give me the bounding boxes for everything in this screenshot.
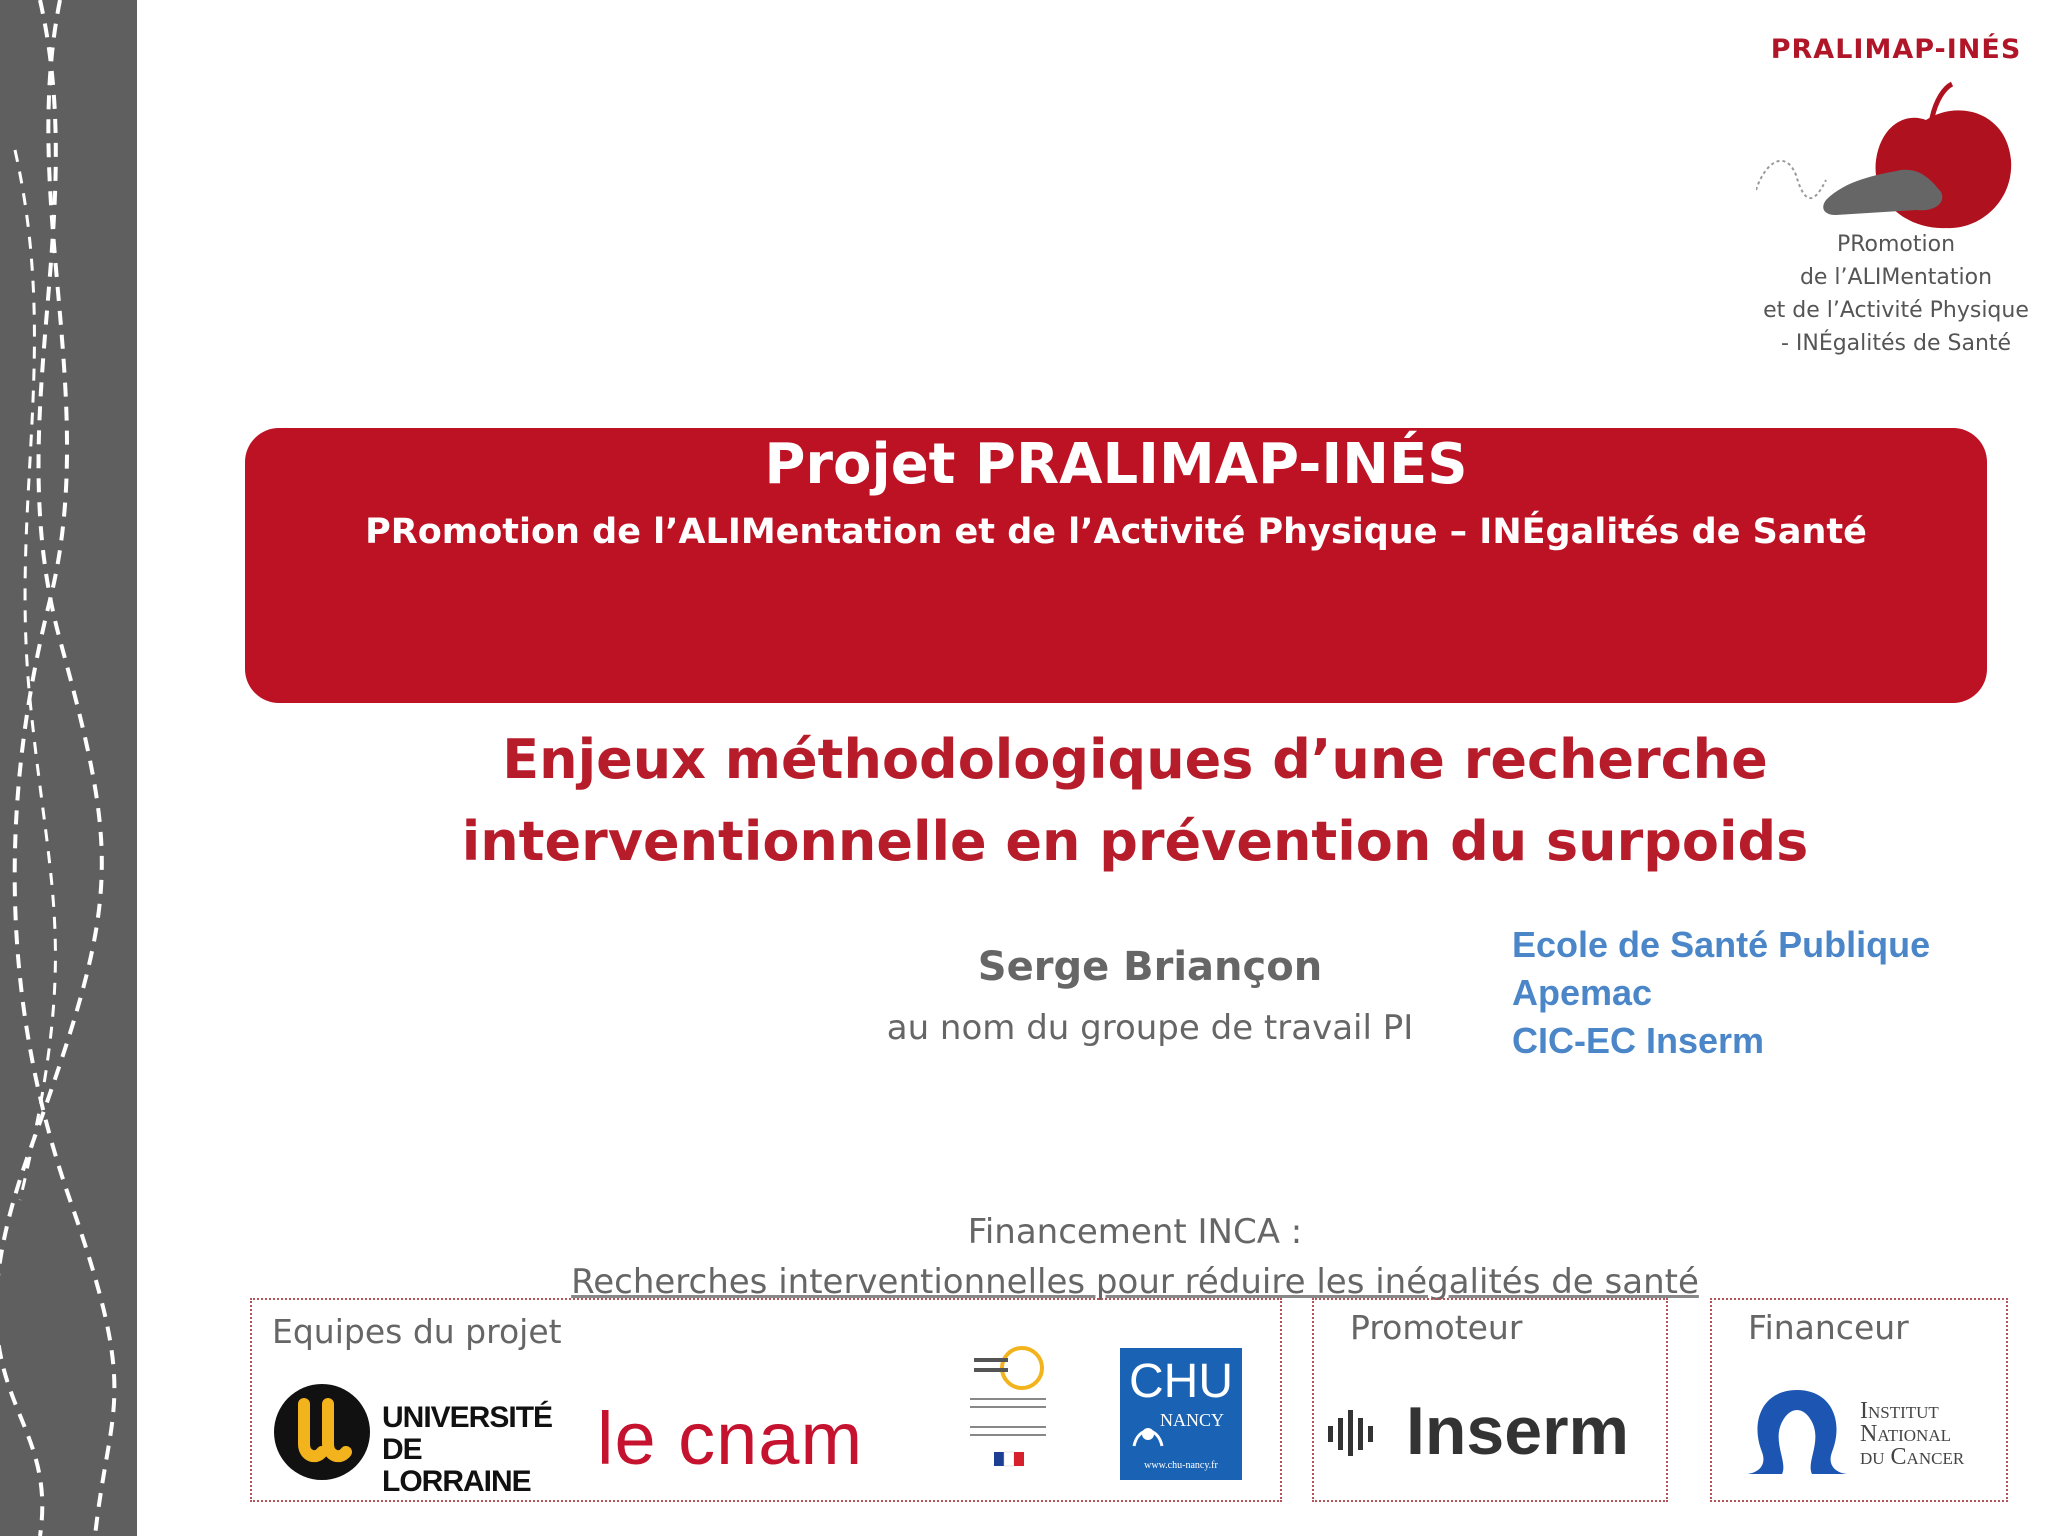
author-name: Serge Briançon [977, 944, 1323, 990]
logo-line: - INÉgalités de Santé [1780, 331, 2012, 356]
affiliation-apemac: Apemac [1512, 972, 1653, 1013]
logo-tagline [1756, 228, 2036, 360]
ul-line-2: DE LORRAINE [382, 1433, 531, 1498]
project-title: Projet PRALIMAP-INÉS [764, 432, 1468, 497]
promoter-label: Promoteur [1350, 1308, 1523, 1347]
affiliation-cic: CIC-EC Inserm [1512, 1020, 1765, 1061]
ul-emblem-icon [272, 1382, 372, 1482]
academie-emblem-icon [960, 1336, 1060, 1476]
inca-line-2: National [1860, 1421, 1951, 1447]
funder-label: Financeur [1748, 1308, 1909, 1347]
affiliation-school: Ecole de Santé Publique [1512, 924, 1931, 965]
cnam-logo: le cnam [597, 1397, 864, 1480]
inserm-mark-icon [1326, 1408, 1382, 1458]
logo-line: et de l’Activité Physique [1763, 298, 2029, 323]
logo-title: PRALIMAP-INÉS [1770, 34, 2022, 65]
author-group: au nom du groupe de travail PI [886, 1008, 1414, 1048]
project-logo [1756, 18, 2036, 358]
funding-label: Financement INCA : [967, 1212, 1303, 1252]
decorative-sidebar [0, 0, 137, 1536]
thistle-icon [1128, 1416, 1168, 1456]
inca-emblem-icon [1742, 1382, 1852, 1482]
logo-line: de l’ALIMentation [1799, 265, 1993, 290]
teams-box [250, 1298, 1282, 1502]
promoter-box [1312, 1298, 1668, 1502]
teams-label: Equipes du projet [272, 1312, 562, 1351]
chu-sub-label: NANCY [1160, 1410, 1225, 1430]
chu-url: www.chu-nancy.fr [1144, 1460, 1218, 1471]
apple-shoe-icon [1756, 80, 2036, 230]
universite-lorraine-logo [272, 1382, 553, 1498]
inca-line-1: Institut [1860, 1398, 1939, 1424]
project-subtitle: PRomotion de l’ALIMentation et de l’Activité Physique – INÉgalités de Santé [365, 512, 1867, 552]
academie-logo [960, 1336, 1060, 1476]
talk-title-line-2: interventionnelle en prévention du surpoids [461, 810, 1809, 873]
funding-program: Recherches interventionnelles pour réduire les inégalités de santé [571, 1262, 1699, 1302]
chu-label: CHU [1129, 1355, 1233, 1408]
inca-line-3: du Cancer [1860, 1444, 1965, 1470]
inserm-logo: Inserm [1406, 1393, 1629, 1469]
talk-title-line-1: Enjeux méthodologiques d’une recherche [502, 728, 1768, 791]
dashed-wave-decoration [0, 0, 137, 1536]
logo-line: PRomotion [1836, 232, 1956, 257]
ul-line-1: UNIVERSITÉ [382, 1401, 553, 1434]
funder-box [1710, 1298, 2008, 1502]
chu-nancy-logo [1120, 1348, 1242, 1480]
